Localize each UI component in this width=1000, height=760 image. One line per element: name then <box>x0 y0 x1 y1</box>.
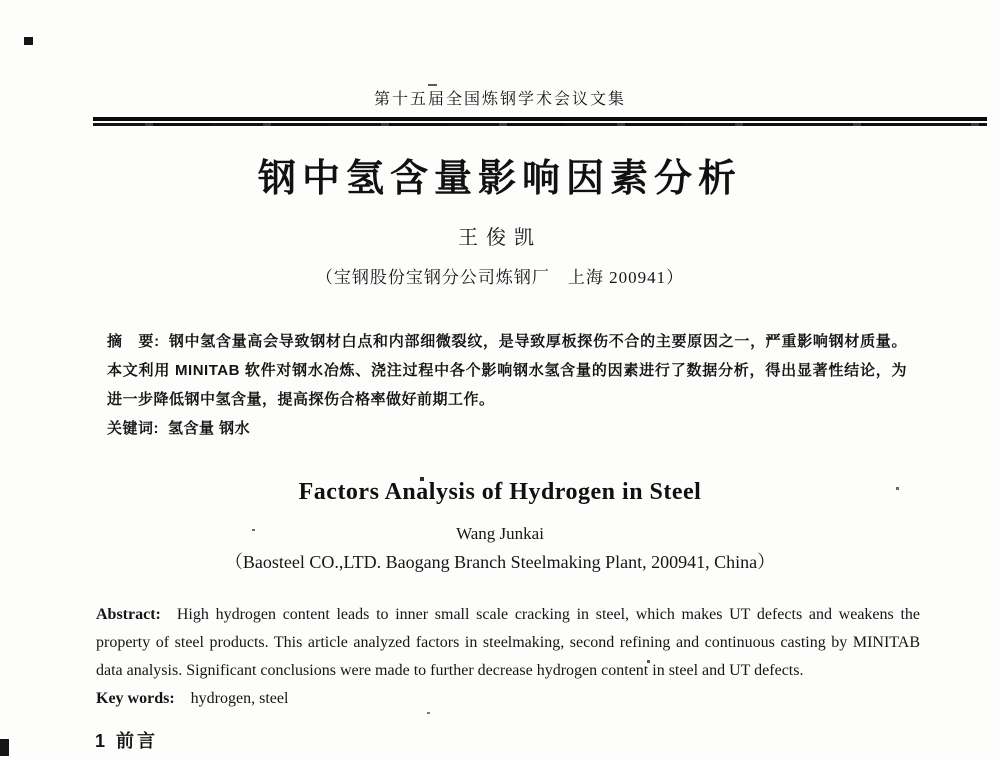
keywords-line-chinese <box>107 414 907 443</box>
abstract-label-chinese: 摘 要: <box>107 333 160 350</box>
affiliation-chinese: （宝钢股份宝钢分公司炼钢厂 上海 200941） <box>315 268 685 287</box>
affiliation-english: （Baosteel CO.,LTD. Baogang Branch Steelmaking Plant, 200941, China） <box>224 552 776 572</box>
abstract-paragraph-english <box>96 601 920 685</box>
abstract-paragraph-chinese <box>107 327 907 414</box>
scan-artifact-bottom-left <box>0 739 9 756</box>
keywords-label-chinese: 关键词: <box>107 420 159 437</box>
author-name-chinese: 王俊凯 <box>458 227 542 249</box>
paper-title-english: Factors Analysis of Hydrogen in Steel <box>298 479 702 505</box>
abstract-text-chinese: 钢中氢含量高会导致钢材白点和内部细微裂纹，是导致厚板探伤不合的主要原因之一，严重影响钢材质量。本文利用 MINITAB 软件对钢水冶炼、浇注过程中各个影响钢水氢含量的因素进行了数据分析，得出显著性结论，为进一步降低钢中氢含量，提高探伤合格率做好前期工作。 <box>107 333 907 408</box>
scan-artifact-top-left <box>24 37 33 45</box>
abstract-block-chinese <box>107 327 907 443</box>
abstract-text-english: High hydrogen content leads to inner small scale cracking in steel, which makes UT defects and weakens the property of steel products. This article analyzed factors in steelmaking, second refining and continuous casting by MINITAB data analysis. Significant conclusions were made to further decrease hydrogen content in steel and UT defects. <box>96 606 920 679</box>
proceedings-header: 第十五届全国炼钢学术会议文集 <box>373 91 626 108</box>
keywords-text-english: hydrogen, steel <box>190 690 289 707</box>
keywords-line-english <box>96 685 920 713</box>
keywords-label-english: Key words: <box>96 690 175 707</box>
abstract-block-english <box>96 601 920 713</box>
paper-title-chinese: 钢中氢含量影响因素分析 <box>257 158 742 200</box>
abstract-label-english: Abstract: <box>96 606 161 623</box>
header-rule-thin <box>93 123 987 126</box>
section-heading-1: 1 前言 <box>95 731 159 751</box>
header-rule-thick <box>93 117 987 121</box>
author-name-english: Wang Junkai <box>456 524 544 543</box>
keywords-text-chinese: 氢含量 钢水 <box>168 420 251 437</box>
